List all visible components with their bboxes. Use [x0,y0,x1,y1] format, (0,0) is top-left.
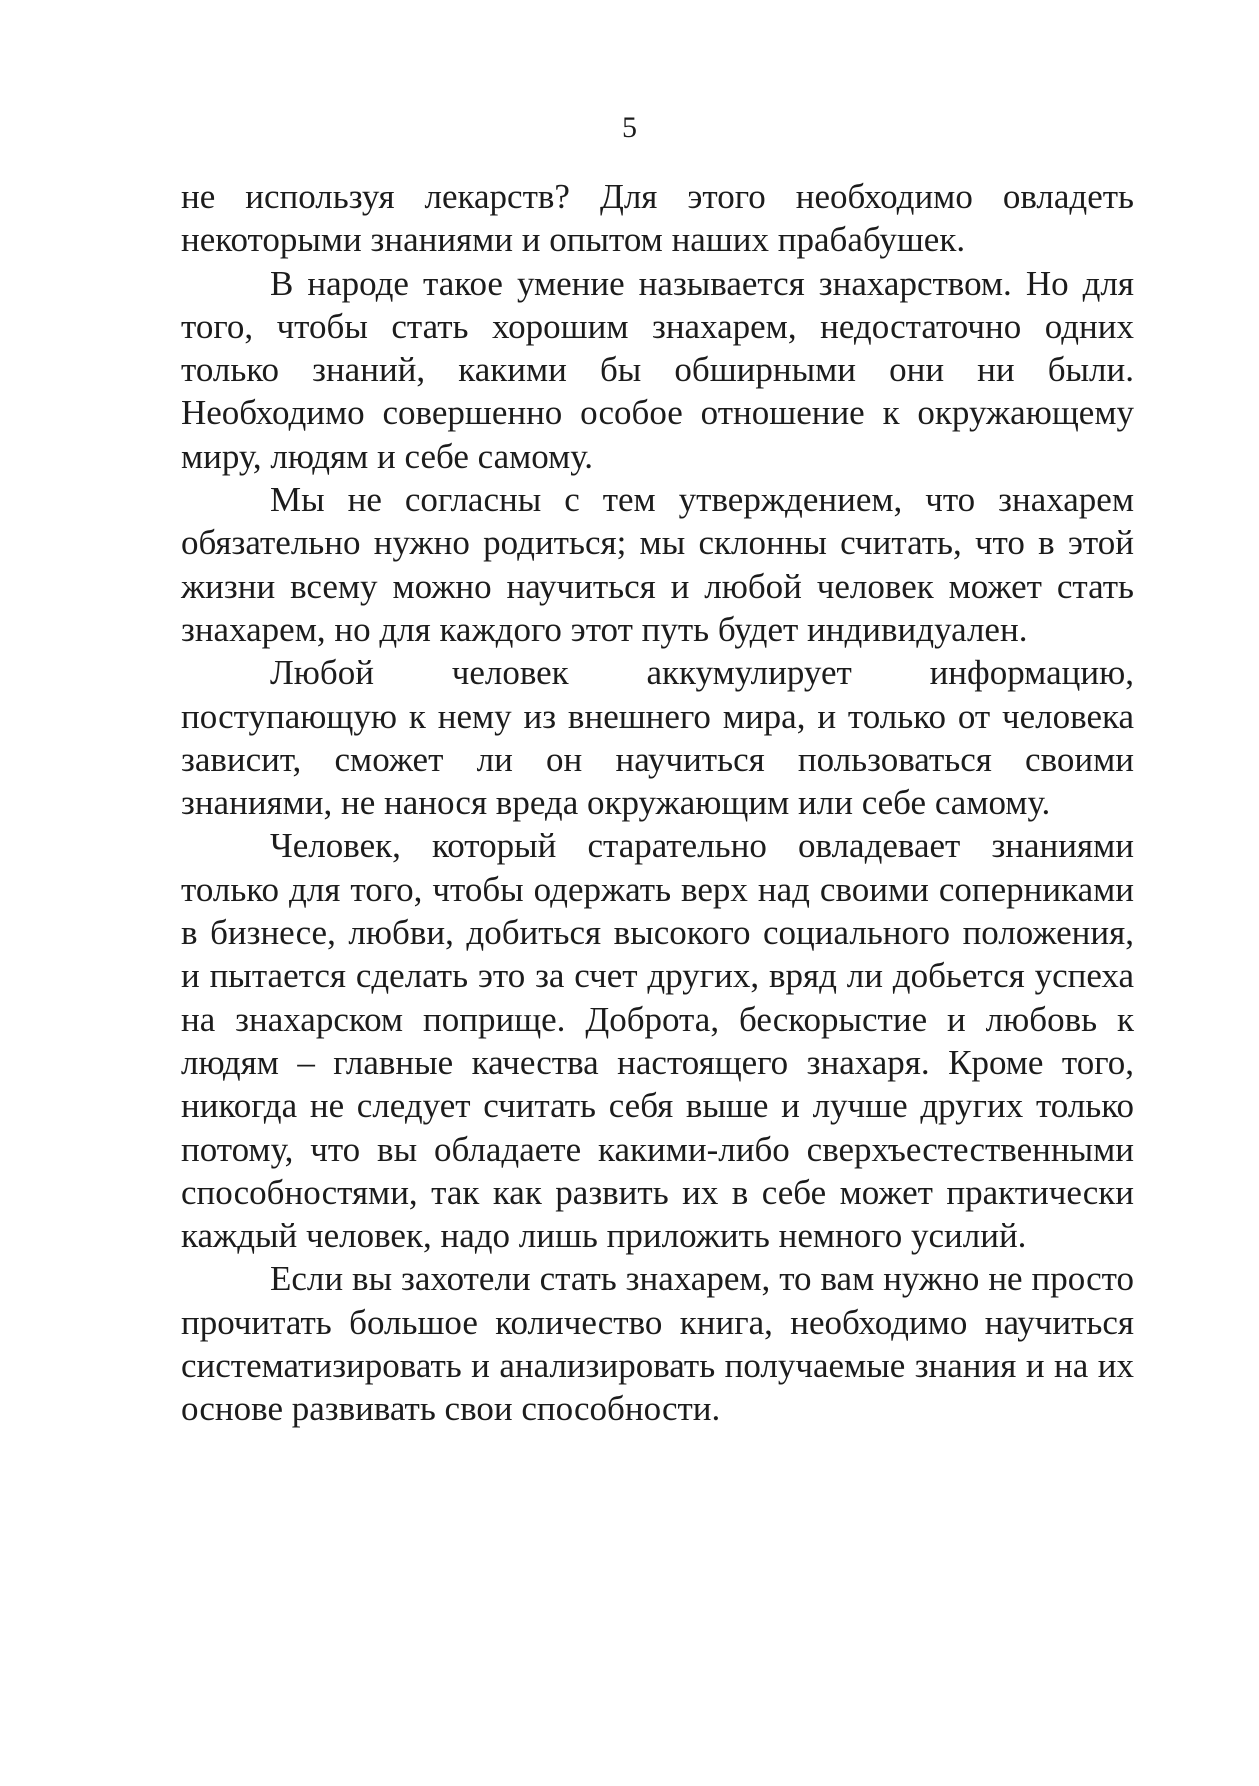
paragraph-6: Если вы захотели стать знахарем, то вам нужно не просто прочитать большое количество книга, необходимо научиться систематизировать и анализировать получаемые знания и на их основе развивать свои способности. [181,1259,1134,1429]
text-body [181,175,1134,1431]
paragraph-3: Мы не согласны с тем утверждением, что знахарем обязательно нужно родиться; мы склонны считать, что в этой жизни всему можно научиться и любой человек может стать знахарем, но для каждого этот путь будет индивидуален. [181,480,1134,649]
paragraph-5: Человек, который старательно овладевает знаниями только для того, чтобы одержать верх над своими соперниками в бизнесе, любви, добиться высокого социального положения, и пытается сделать это за счет других, вряд ли добьется успеха на знахарском поприще. Доброта, бескорыстие и любовь к людям – главные качества настоящего знахаря. Кроме того, никогда не следует считать себя выше и лучше других только потому, что вы обладаете какими-либо сверхъестественными способностями, так как развить их в себе может практически каждый человек, надо лишь приложить немного усилий. [181,826,1134,1256]
paragraph-4: Любой человек аккумулирует информацию, поступающую к нему из внешнего мира, и только от человека зависит, сможет ли он научиться пользоваться своими знаниями, не нанося вреда окружающим или себе самому. [181,653,1134,823]
paragraph-2: В народе такое умение называется знахарством. Но для того, чтобы стать хорошим знахарем, недостаточно одних только знаний, какими бы обширными они ни были. Необходимо совершенно особое отношение к окружающему миру, людям и себе самому. [181,263,1134,476]
paragraph-1: не используя лекарств? Для этого необходимо овладеть некоторыми знаниями и опытом наших прабабушек. [181,177,1134,260]
page-number: 5 [622,111,637,144]
